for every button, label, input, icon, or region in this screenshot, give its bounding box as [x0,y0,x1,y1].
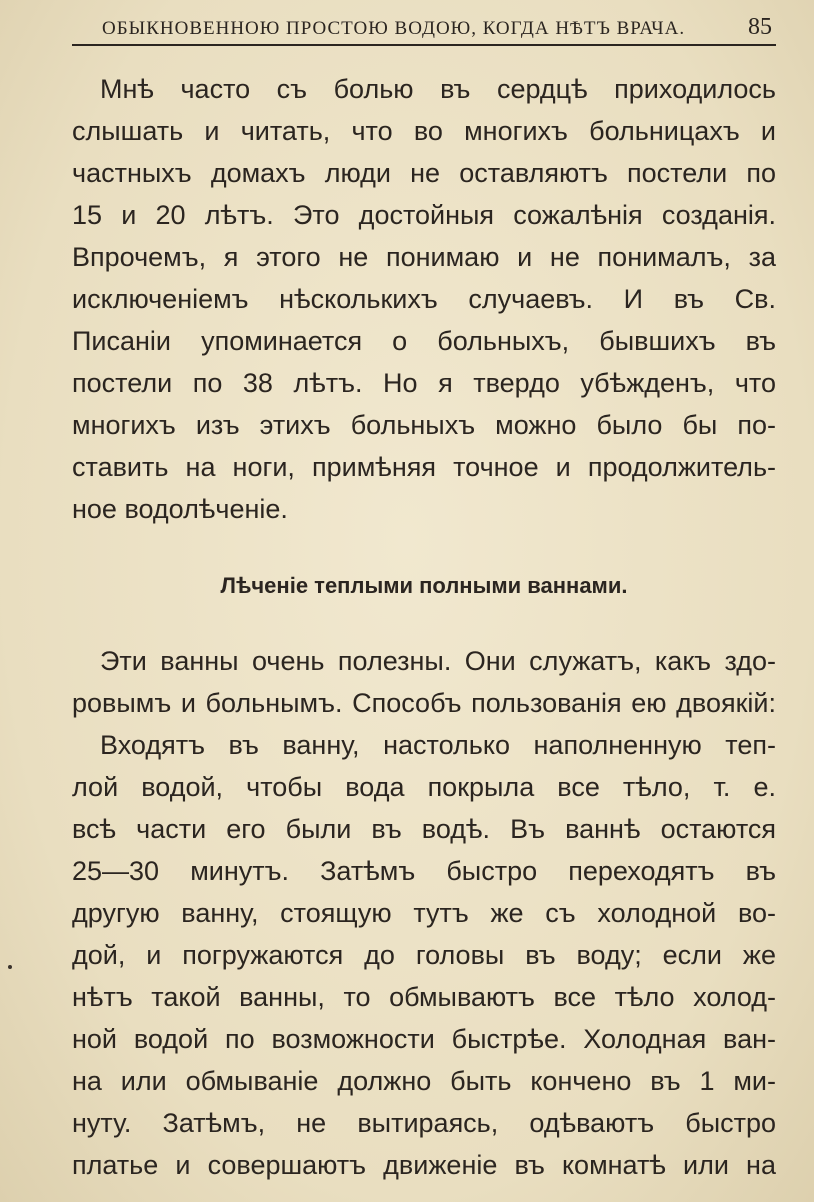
text-line: всѣ части его были въ водѣ. Въ ваннѣ остаются [72,814,776,844]
text-line: нѣтъ такой ванны, то обмываютъ все тѣло холод- [72,982,776,1012]
text-line: постели по 38 лѣтъ. Но я твердо убѣжденъ, что [72,368,776,398]
text-line: ное водолѣченіе. [72,494,288,524]
text-line: Входятъ въ ванну, настолько наполненную теп- [100,730,776,760]
text-line: ровымъ и больнымъ. Способъ пользованія ею двоякій: [72,688,776,718]
ink-speck [8,965,12,969]
text-line: слышать и читать, что во многихъ больницахъ и [72,116,776,146]
text-line: Эти ванны очень полезны. Они служатъ, какъ здо- [100,646,776,676]
header-rule [72,44,776,46]
text-line: 25—30 минутъ. Затѣмъ быстро переходятъ въ [72,856,776,886]
text-line: исключеніемъ нѣсколькихъ случаевъ. И въ Св. [72,284,776,314]
text-line: ставить на ноги, примѣняя точное и продолжитель- [72,452,776,482]
text-line: 15 и 20 лѣтъ. Это достойныя сожалѣнія созданія. [72,200,776,230]
text-line: лой водой, чтобы вода покрыла все тѣло, т. е. [72,772,776,802]
text-line: платье и совершаютъ движеніе въ комнатѣ или на [72,1150,776,1180]
running-head [72,14,776,44]
text-line: дой, и погружаются до головы въ воду; если же [72,940,776,970]
page-number: 85 [748,14,772,40]
running-head-title: ОБЫКНОВЕННОЮ ПРОСТОЮ ВОДОЮ, КОГДА НѢТЪ ВРАЧА. [102,18,686,39]
text-line: частныхъ домахъ люди не оставляютъ постели по [72,158,776,188]
text-line: многихъ изъ этихъ больныхъ можно было бы по- [72,410,776,440]
section-heading: Лѣченіе теплыми полными ваннами. [220,573,628,598]
text-line: ной водой по возможности быстрѣе. Холодная ван- [72,1024,776,1054]
text-line: нуту. Затѣмъ, не вытираясь, одѣваютъ быстро [72,1108,776,1138]
text-line: на или обмываніе должно быть кончено въ 1 ми- [72,1066,776,1096]
text-line: Мнѣ часто съ болью въ сердцѣ приходилось [100,74,776,104]
text-line: Писаніи упоминается о больныхъ, бывшихъ въ [72,326,776,356]
text-line: Впрочемъ, я этого не понимаю и не понималъ, за [72,242,776,272]
text-line: другую ванну, стоящую тутъ же съ холодной во- [72,898,776,928]
